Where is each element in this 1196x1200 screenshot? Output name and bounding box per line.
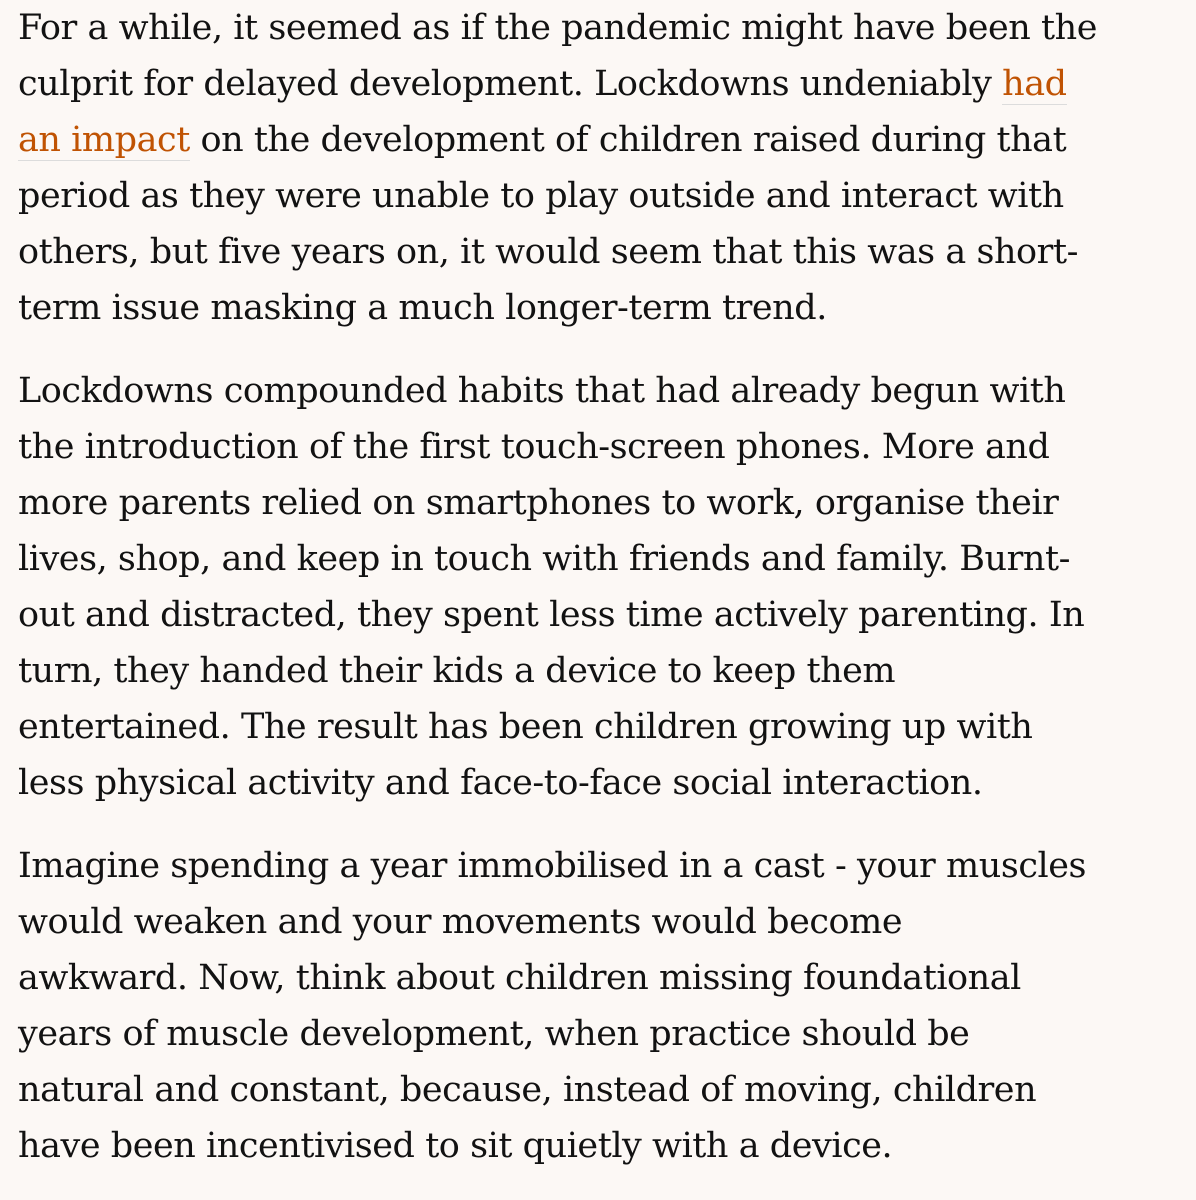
paragraph-line: For a while, it seemed as if the pandemic might have been the — [18, 8, 1097, 48]
paragraph-line: have been incentivised to sit quietly with a device. — [18, 1126, 893, 1166]
line-text: culprit for delayed development. Lockdowns undeniably — [18, 64, 1003, 104]
paragraph-line: would weaken and your movements would become — [18, 902, 903, 942]
paragraph-line: more parents relied on smartphones to work, organise their — [18, 483, 1059, 523]
paragraph-line: Lockdowns compounded habits that had already begun with — [18, 371, 1066, 411]
paragraph-1 — [18, 0, 1178, 336]
paragraph-line: turn, they handed their kids a device to keep them — [18, 651, 896, 691]
paragraph-3 — [18, 838, 1178, 1174]
paragraph-line: others, but five years on, it would seem that this was a short- — [18, 232, 1078, 272]
paragraph-line: period as they were unable to play outside and interact with — [18, 176, 1064, 216]
paragraph-line: years of muscle development, when practice should be — [18, 1014, 970, 1054]
had-an-impact-link-continued[interactable]: an impact — [18, 120, 190, 160]
line-text: on the development of children raised during that — [189, 120, 1067, 160]
paragraph-2 — [18, 363, 1178, 811]
paragraph-line: term issue masking a much longer-term trend. — [18, 288, 827, 328]
paragraph-line: natural and constant, because, instead of moving, children — [18, 1070, 1037, 1110]
paragraph-line: lives, shop, and keep in touch with friends and family. Burnt- — [18, 539, 1070, 579]
paragraph-line: out and distracted, they spent less time actively parenting. In — [18, 595, 1085, 635]
article-body — [18, 0, 1178, 1174]
paragraph-line: less physical activity and face-to-face social interaction. — [18, 763, 983, 803]
paragraph-line: Imagine spending a year immobilised in a cast - your muscles — [18, 846, 1087, 886]
had-an-impact-link[interactable]: had — [1002, 64, 1067, 104]
paragraph-line — [18, 112, 1178, 168]
paragraph-line: awkward. Now, think about children missing foundational — [18, 958, 1021, 998]
paragraph-line — [18, 56, 1178, 112]
paragraph-line: entertained. The result has been children growing up with — [18, 707, 1033, 747]
paragraph-line: the introduction of the first touch-screen phones. More and — [18, 427, 1050, 467]
